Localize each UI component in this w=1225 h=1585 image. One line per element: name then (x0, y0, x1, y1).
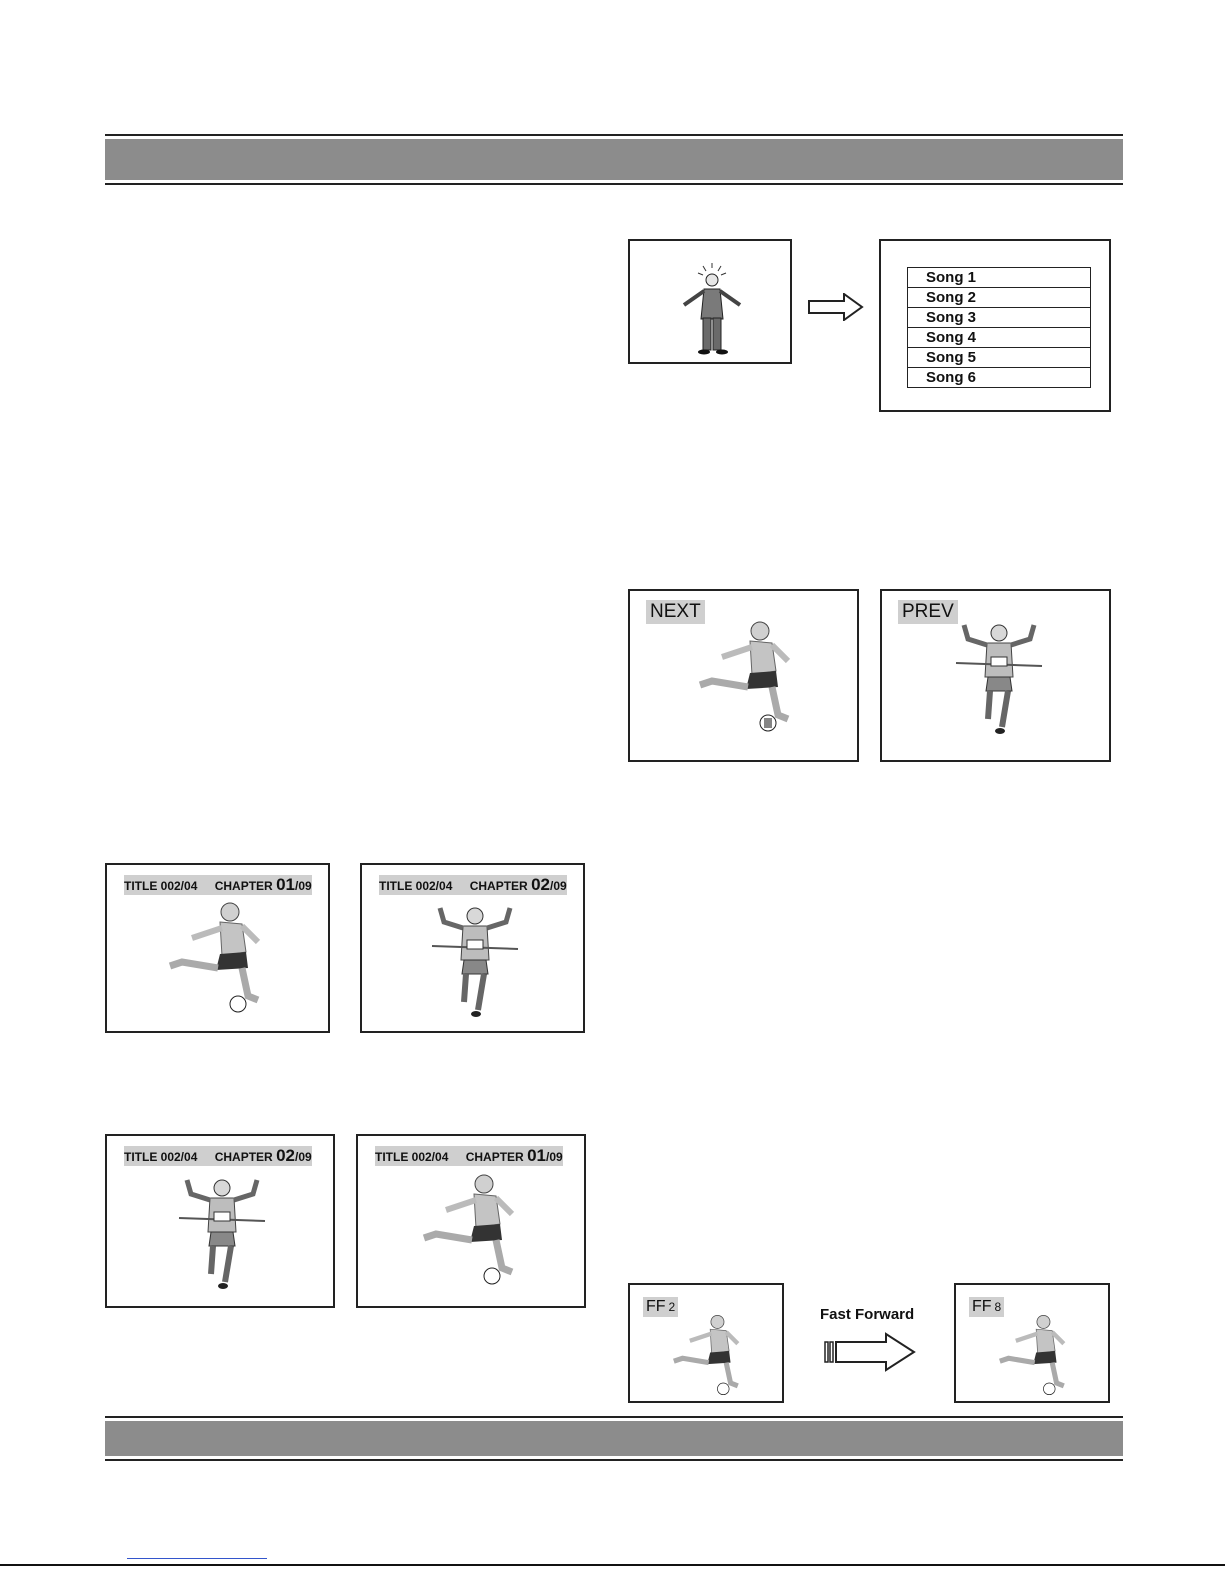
list-item[interactable]: Song 6 (926, 369, 977, 386)
footer-bar (105, 1421, 1123, 1456)
soccer-player-illustration (416, 1172, 526, 1287)
ff-speed: 2 (668, 1300, 676, 1314)
list-item[interactable]: Song 1 (908, 268, 1090, 288)
runner-illustration (954, 619, 1044, 739)
footer-rule-bottom (105, 1459, 1123, 1461)
ff-label: FF (972, 1298, 992, 1315)
next-frame (628, 589, 859, 762)
osd-chapter-prefix: CHAPTER (469, 879, 528, 893)
osd-chapter-prefix: CHAPTER (214, 879, 273, 893)
osd-chapter-prefix: CHAPTER (465, 1150, 524, 1164)
link-underline (127, 1558, 267, 1559)
header-bar (105, 139, 1123, 180)
confused-man-illustration (670, 261, 754, 356)
list-item[interactable]: Song 3 (908, 308, 1090, 328)
header-rule-top (105, 134, 1123, 136)
chapter-frame-3 (105, 1134, 335, 1308)
prev-osd-label: PREV (898, 600, 958, 624)
next-osd-label: NEXT (646, 600, 705, 624)
list-item[interactable]: Song 4 (908, 328, 1090, 348)
chapter-frame-4 (356, 1134, 586, 1308)
osd-chapter-prefix: CHAPTER (214, 1150, 273, 1164)
song-list-frame (879, 239, 1111, 412)
chapter-frame-2 (360, 863, 585, 1033)
list-item[interactable]: Song 5 (908, 348, 1090, 368)
ff-speed: 8 (994, 1300, 1002, 1314)
ff-frame-left (628, 1283, 784, 1403)
chapter-osd-3 (124, 1146, 312, 1166)
ff-frame-right (954, 1283, 1110, 1403)
soccer-player-illustration (692, 619, 802, 734)
fast-forward-caption: Fast Forward (820, 1306, 915, 1323)
runner-illustration (177, 1174, 267, 1294)
runner-illustration (430, 902, 520, 1022)
soccer-player-illustration (162, 900, 272, 1015)
fast-forward-arrow-icon (824, 1332, 916, 1372)
osd-chapter-number: 02 (531, 875, 550, 894)
right-arrow-icon (808, 293, 864, 321)
osd-title: TITLE 002/04 (375, 1150, 449, 1164)
osd-chapter-total: /09 (295, 1150, 312, 1164)
list-item[interactable]: Song 2 (908, 288, 1090, 308)
osd-chapter-number: 01 (276, 875, 295, 894)
confused-man-frame (628, 239, 792, 364)
osd-chapter-number: 02 (276, 1146, 295, 1165)
osd-chapter-total: /09 (550, 879, 567, 893)
page-bottom-rule (0, 1564, 1225, 1566)
chapter-osd-1 (124, 875, 312, 895)
soccer-player-illustration (994, 1313, 1074, 1397)
soccer-player-illustration (668, 1313, 748, 1397)
header-rule-bottom (105, 183, 1123, 185)
song-list (907, 267, 1091, 388)
ff-label: FF (646, 1298, 666, 1315)
chapter-osd-4 (375, 1146, 563, 1166)
osd-chapter-total: /09 (295, 879, 312, 893)
chapter-frame-1 (105, 863, 330, 1033)
footer-rule-top (105, 1416, 1123, 1418)
osd-chapter-number: 01 (527, 1146, 546, 1165)
osd-chapter-total: /09 (546, 1150, 563, 1164)
prev-frame (880, 589, 1111, 762)
osd-title: TITLE 002/04 (124, 1150, 198, 1164)
osd-title: TITLE 002/04 (124, 879, 198, 893)
chapter-osd-2 (379, 875, 567, 895)
osd-title: TITLE 002/04 (379, 879, 453, 893)
